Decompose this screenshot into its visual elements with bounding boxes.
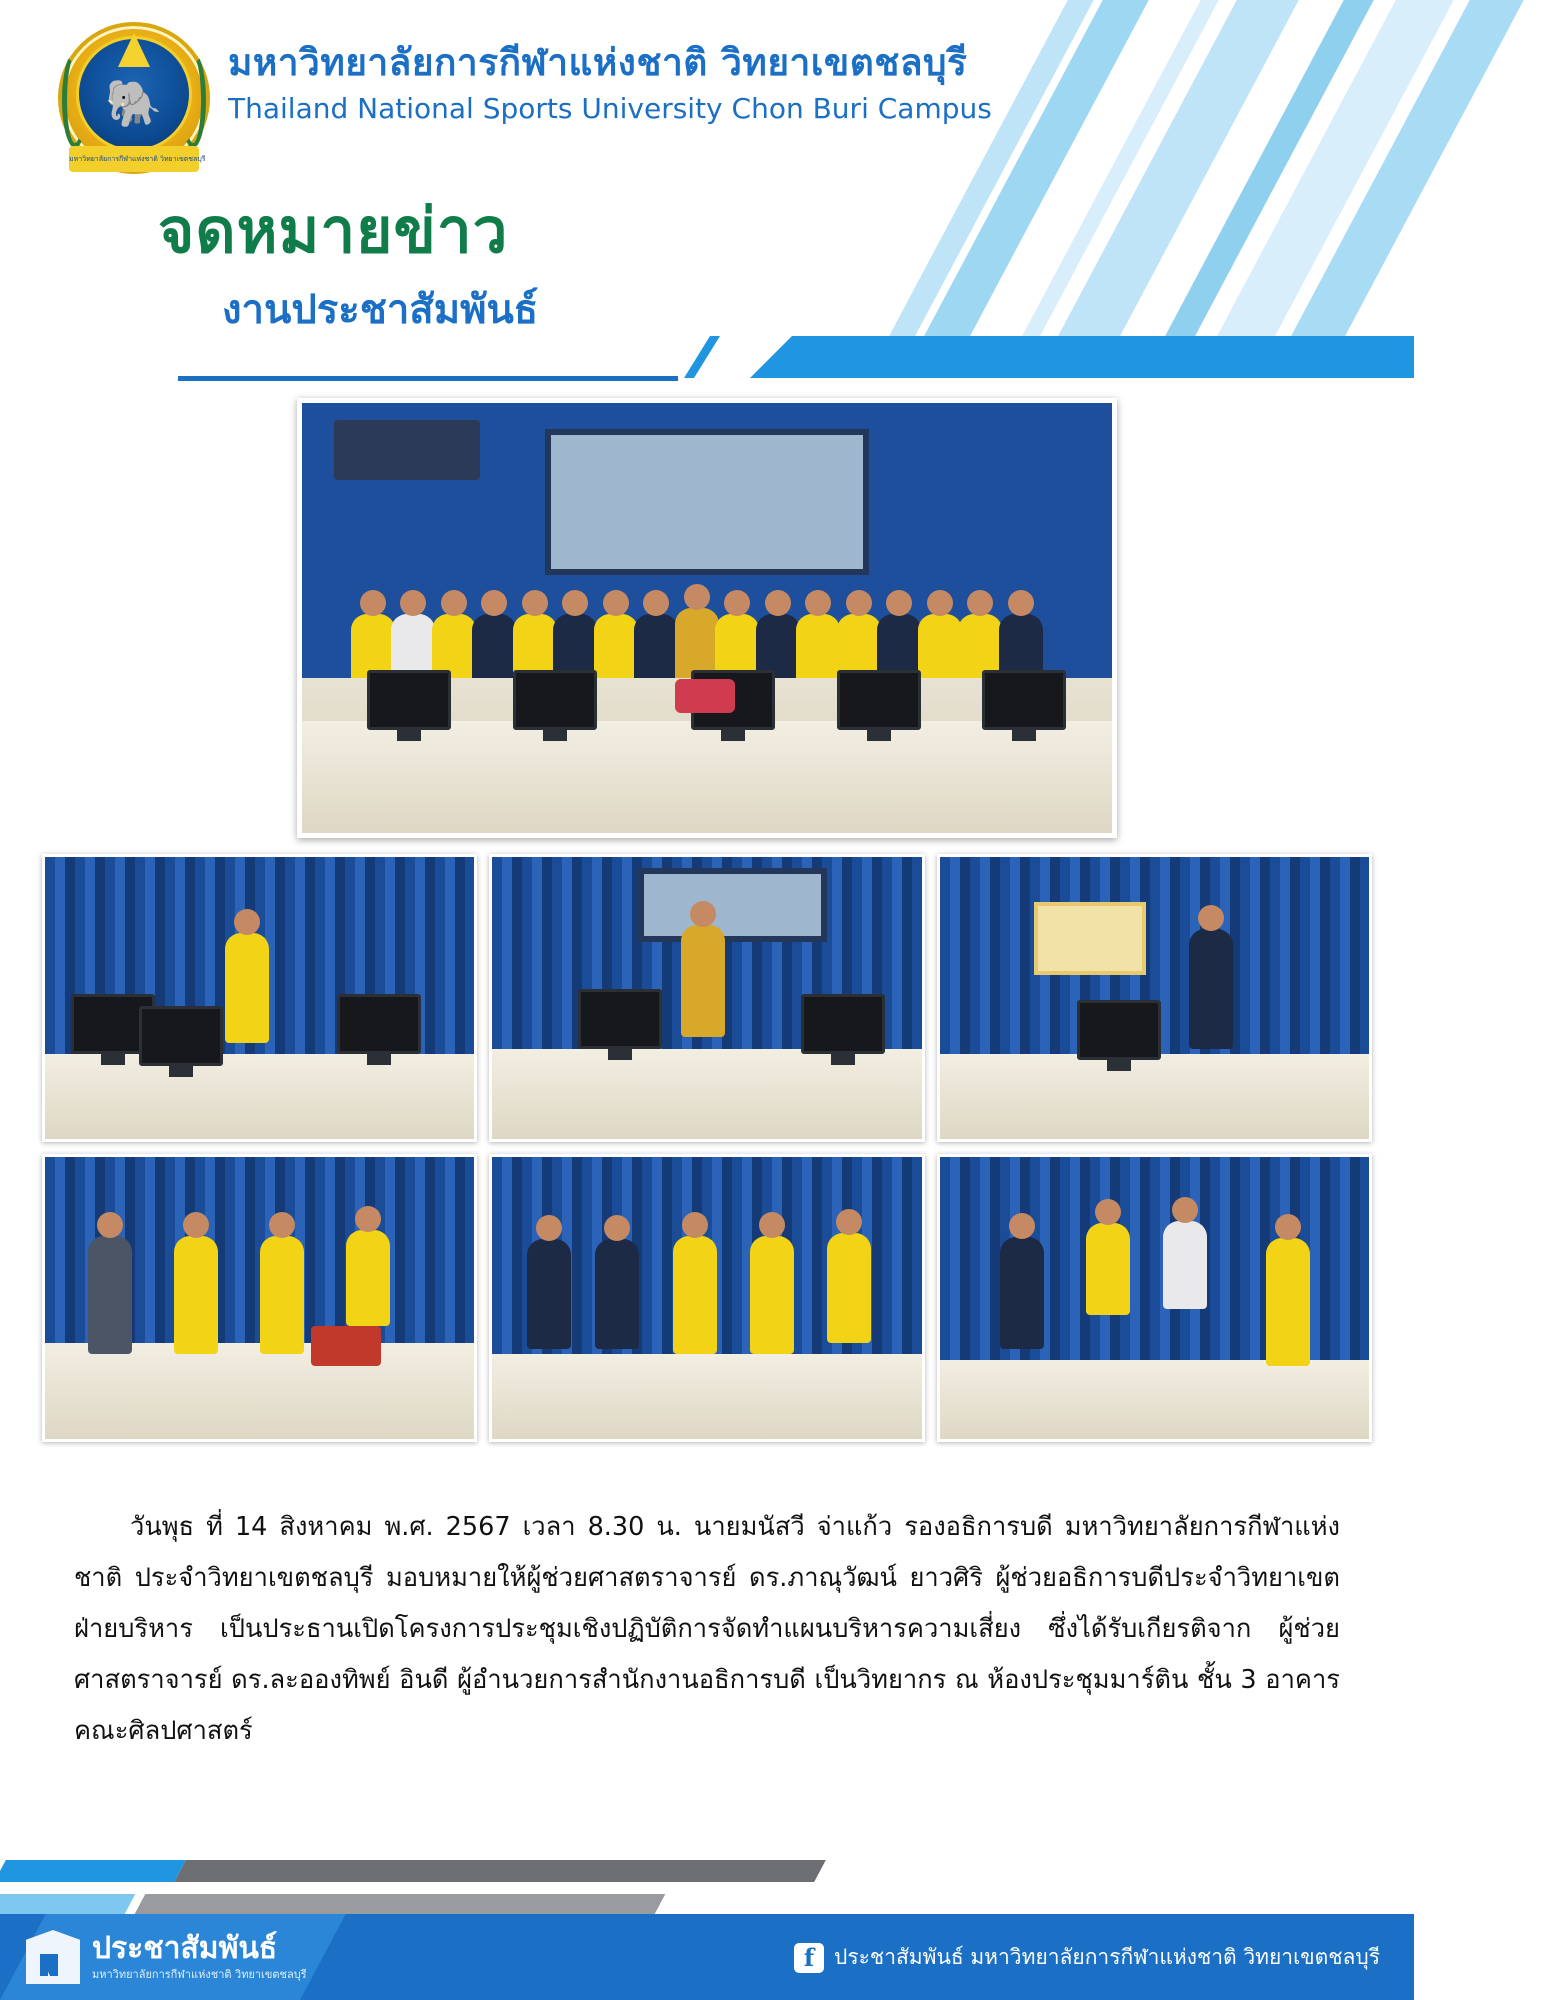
- org-name-en: Thailand National Sports University Chon Buri Campus: [228, 91, 992, 125]
- photo-grid: [42, 854, 1372, 1442]
- page-subtitle: งานประชาสัมพันธ์: [222, 287, 539, 333]
- news-paragraph: วันพุธ ที่ 14 สิงหาคม พ.ศ. 2567 เวลา 8.30 น. นายมนัสวี จ่าแก้ว รองอธิการบดี มหาวิทยาลัยการกีฬาแห่งชาติ ประจำวิทยาเขตชลบุรี มอบหมายให้ผู้ช่วยศาสตราจารย์ ดร.ภาณุวัฒน์ ยาวศิริ ผู้ช่วยอธิการบดีประจำวิทยาเขต ฝ่ายบริหาร เป็นประธานเปิดโครงการประชุมเชิงปฏิบัติการจัดทำแผนบริหารความเสี่ยง ซึ่งได้รับเกียรติจาก ผู้ช่วยศาสตราจารย์ ดร.ละอองทิพย์ อินดี ผู้อำนวยการสำนักงานอธิการบดี เป็นวิทยากร ณ ห้องประชุมมาร์ติน ชั้น 3 อาคารคณะศิลปศาสตร์: [74, 1512, 1340, 1746]
- news-body: [0, 1502, 1414, 1757]
- photo-thumbnail: [42, 854, 477, 1142]
- photo-thumbnail: [937, 854, 1372, 1142]
- facebook-icon[interactable]: f: [794, 1943, 824, 1973]
- pr-logo: [26, 1930, 307, 1984]
- pr-label: ประชาสัมพันธ์: [92, 1931, 278, 1966]
- hero-photo: [297, 398, 1117, 838]
- page-header: [0, 0, 1414, 333]
- photo-thumbnail: [937, 1154, 1372, 1442]
- elephant-icon: 🐘: [105, 75, 163, 130]
- organization-names: [228, 42, 992, 125]
- facebook-link[interactable]: [794, 1941, 1380, 1974]
- org-name-th: มหาวิทยาลัยการกีฬาแห่งชาติ วิทยาเขตชลบุรี: [228, 41, 968, 84]
- page-title: จดหมายข่าว: [158, 194, 509, 267]
- flame-icon: [118, 33, 150, 67]
- page-footer: [0, 1780, 1414, 2000]
- footer-chevron-blue-light: [0, 1894, 135, 1914]
- seal-ribbon-label: มหาวิทยาลัยการกีฬาแห่งชาติ วิทยาเขตชลบุรี: [69, 146, 199, 172]
- pr-building-icon: [26, 1930, 80, 1984]
- photo-section: [0, 398, 1414, 1442]
- photo-thumbnail: [42, 1154, 477, 1442]
- footer-chevron-grey: [174, 1860, 826, 1882]
- photo-thumbnail: [489, 854, 924, 1142]
- footer-bar: [0, 1914, 1414, 2000]
- university-seal-logo: [58, 22, 210, 174]
- header-divider-bar: [0, 336, 1414, 378]
- footer-chevron-blue: [0, 1860, 186, 1882]
- pr-sublabel: มหาวิทยาลัยการกีฬาแห่งชาติ วิทยาเขตชลบุรี: [92, 1968, 307, 1981]
- facebook-page-name[interactable]: ประชาสัมพันธ์ มหาวิทยาลัยการกีฬาแห่งชาติ วิทยาเขตชลบุรี: [834, 1945, 1380, 1969]
- footer-chevron-grey-light: [135, 1894, 666, 1914]
- photo-thumbnail: [489, 1154, 924, 1442]
